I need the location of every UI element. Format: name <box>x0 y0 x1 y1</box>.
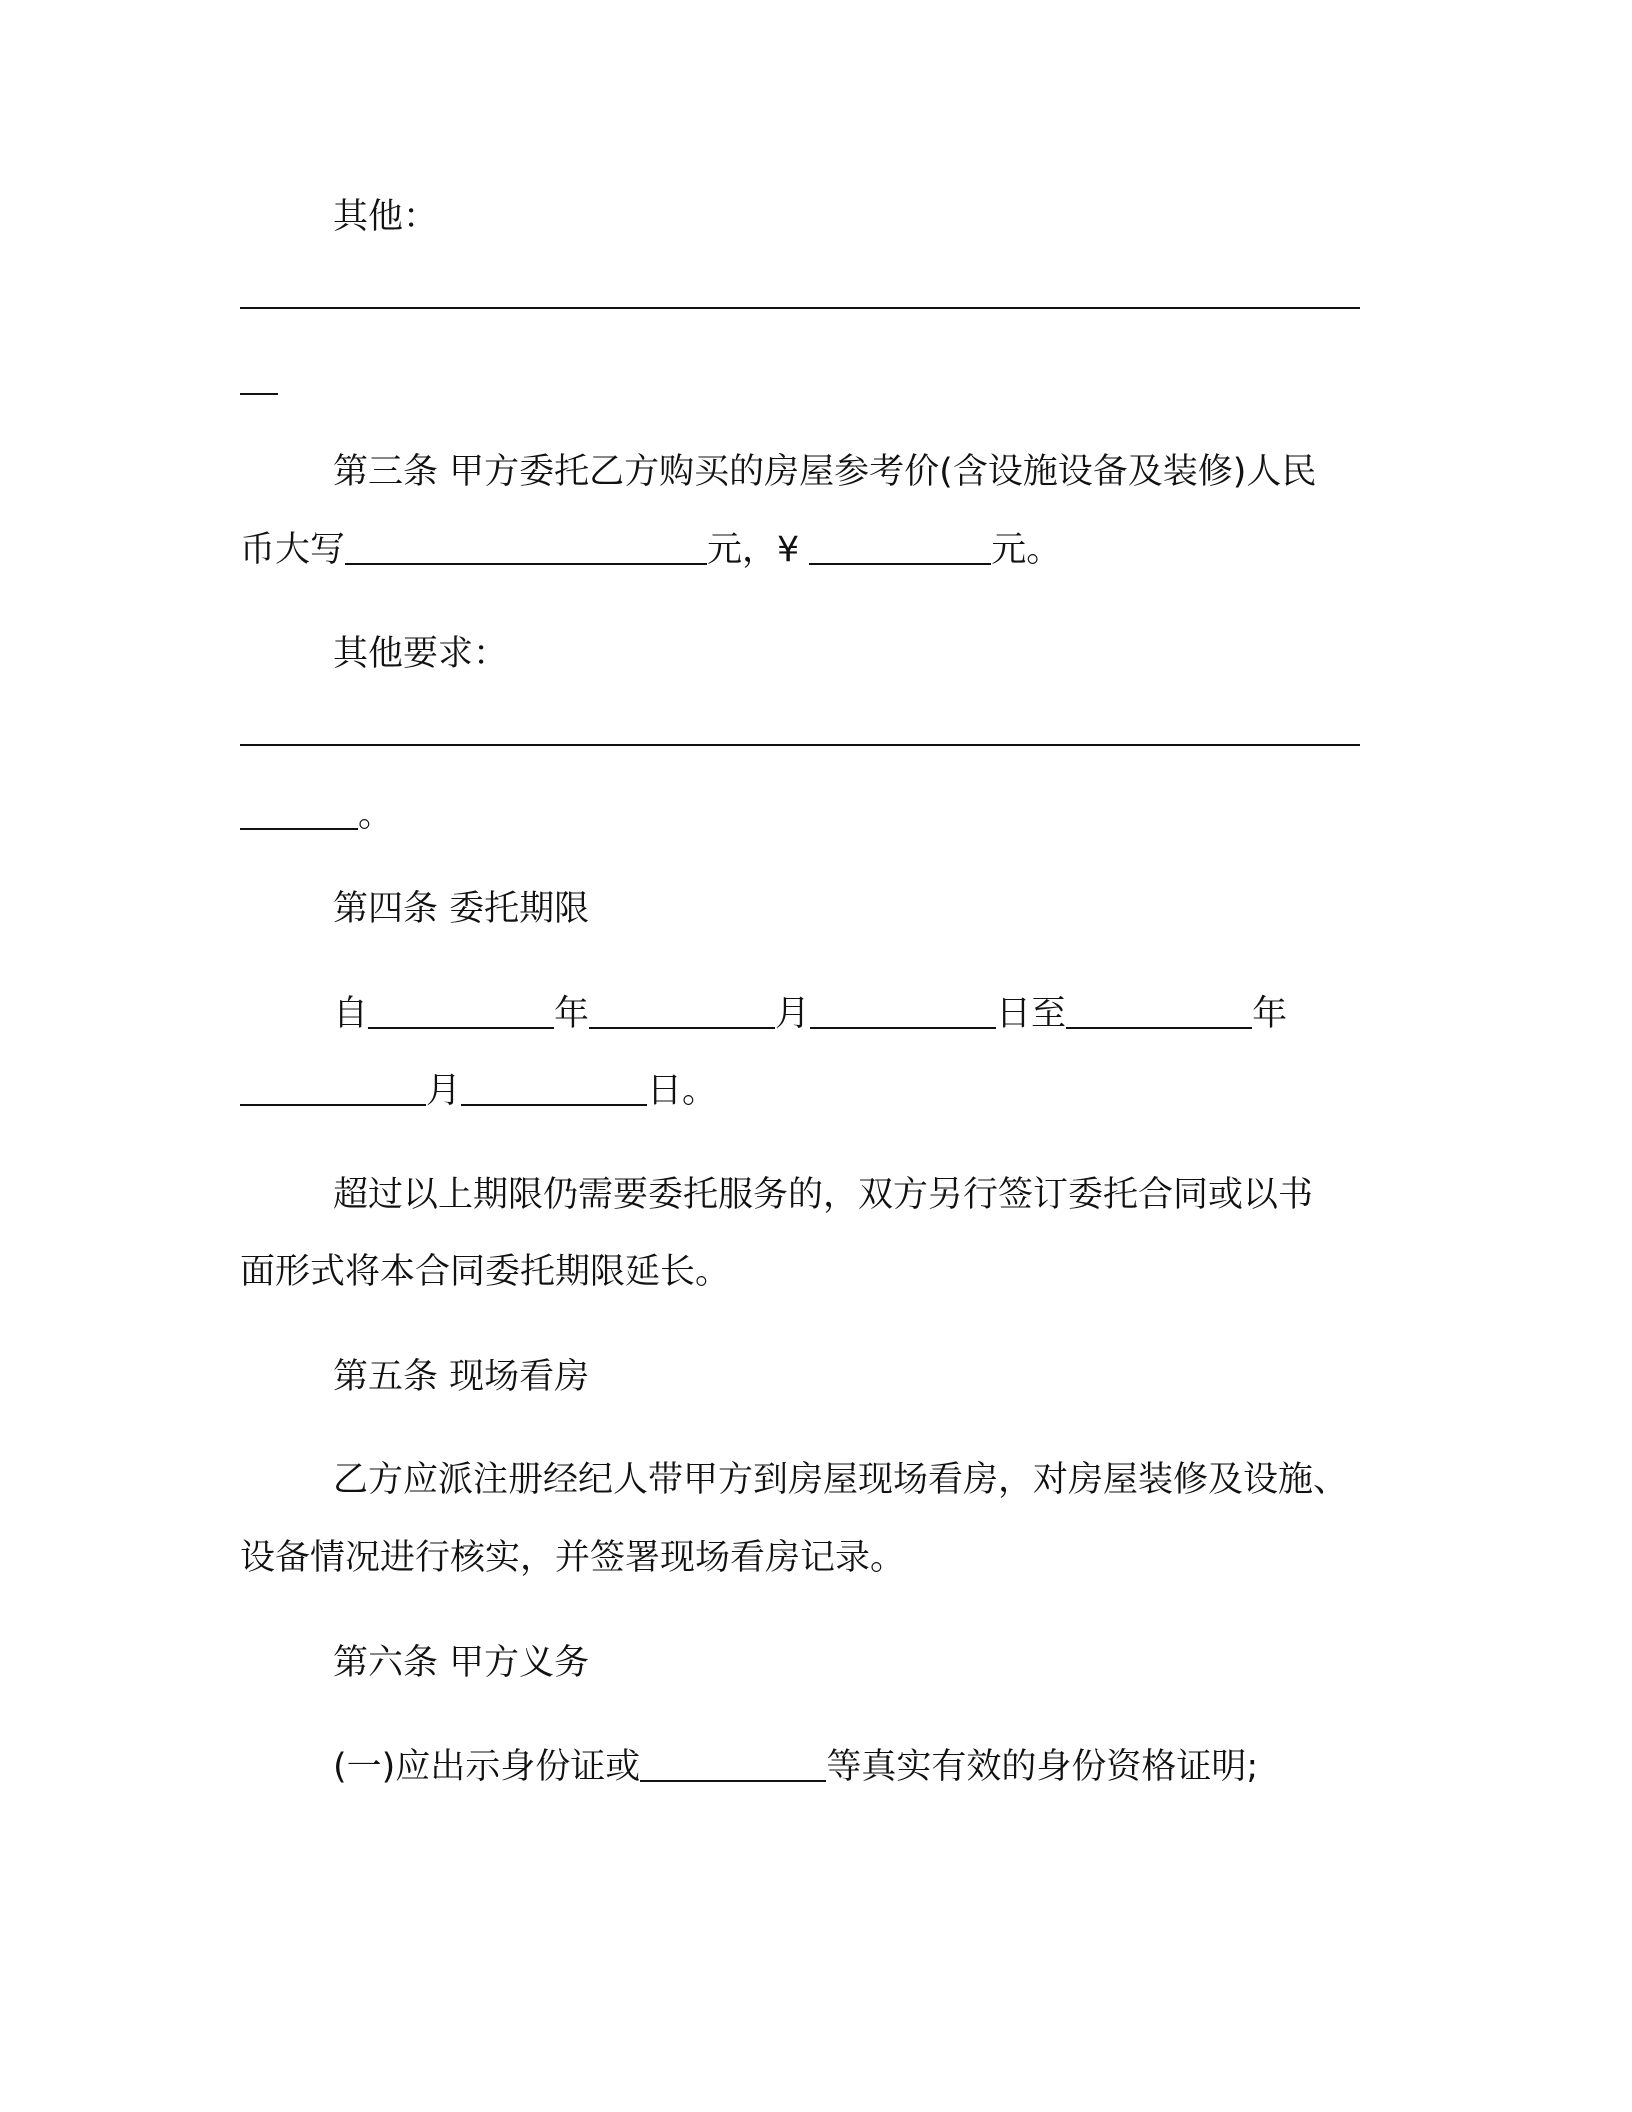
article3-mid: 元，¥ <box>707 530 800 570</box>
other-requirements-label: 其他要求： <box>333 634 509 674</box>
article3-line2 <box>240 530 1062 570</box>
article3-suffix: 元。 <box>991 530 1062 570</box>
requirements-end: 。 <box>358 795 394 835</box>
other-label: 其他： <box>333 197 439 237</box>
blank-line-other-1 <box>240 307 1360 309</box>
article3-line1: 第三条 甲方委托乙方购买的房屋参考价(含设施设备及装修)人民 <box>333 452 1317 492</box>
period-line1 <box>333 994 1288 1034</box>
period-day2: 日。 <box>647 1071 718 1111</box>
blank-line-requirements-2 <box>240 798 358 830</box>
price-words-blank <box>345 533 707 565</box>
period-from: 自 <box>333 994 369 1034</box>
price-number-blank <box>809 533 991 565</box>
start-day-blank <box>810 997 996 1029</box>
period-line2 <box>240 1071 718 1111</box>
extension-line2: 面形式将本合同委托期限延长。 <box>240 1252 731 1292</box>
end-day-blank <box>461 1074 647 1106</box>
id-document-blank <box>640 1750 826 1782</box>
article6-item1-prefix: (一)应出示身份证或 <box>333 1747 641 1787</box>
article6-title: 第六条 甲方义务 <box>333 1643 590 1683</box>
article4-title: 第四条 委托期限 <box>333 889 590 929</box>
start-month-blank <box>589 997 775 1029</box>
period-day-to: 日至 <box>996 994 1067 1034</box>
period-month1: 月 <box>775 994 811 1034</box>
article5-title: 第五条 现场看房 <box>333 1357 590 1397</box>
end-year-blank <box>1066 997 1252 1029</box>
period-year1: 年 <box>554 994 590 1034</box>
end-month-blank <box>240 1074 426 1106</box>
start-year-blank <box>368 997 554 1029</box>
period-year2: 年 <box>1252 994 1288 1034</box>
article3-prefix: 币大写 <box>240 530 346 570</box>
article5-line2: 设备情况进行核实，并签署现场看房记录。 <box>240 1538 906 1578</box>
blank-line-other-2 <box>240 393 278 395</box>
period-month2: 月 <box>426 1071 462 1111</box>
extension-line1: 超过以上期限仍需要委托服务的，双方另行签订委托合同或以书 <box>333 1175 1314 1215</box>
blank-line-requirements-1 <box>240 744 1360 746</box>
requirements-line2 <box>240 795 394 835</box>
article6-item1 <box>333 1747 1259 1787</box>
article6-item1-suffix: 等真实有效的身份资格证明; <box>826 1747 1259 1787</box>
article5-line1: 乙方应派注册经纪人带甲方到房屋现场看房，对房屋装修及设施、 <box>333 1460 1349 1500</box>
